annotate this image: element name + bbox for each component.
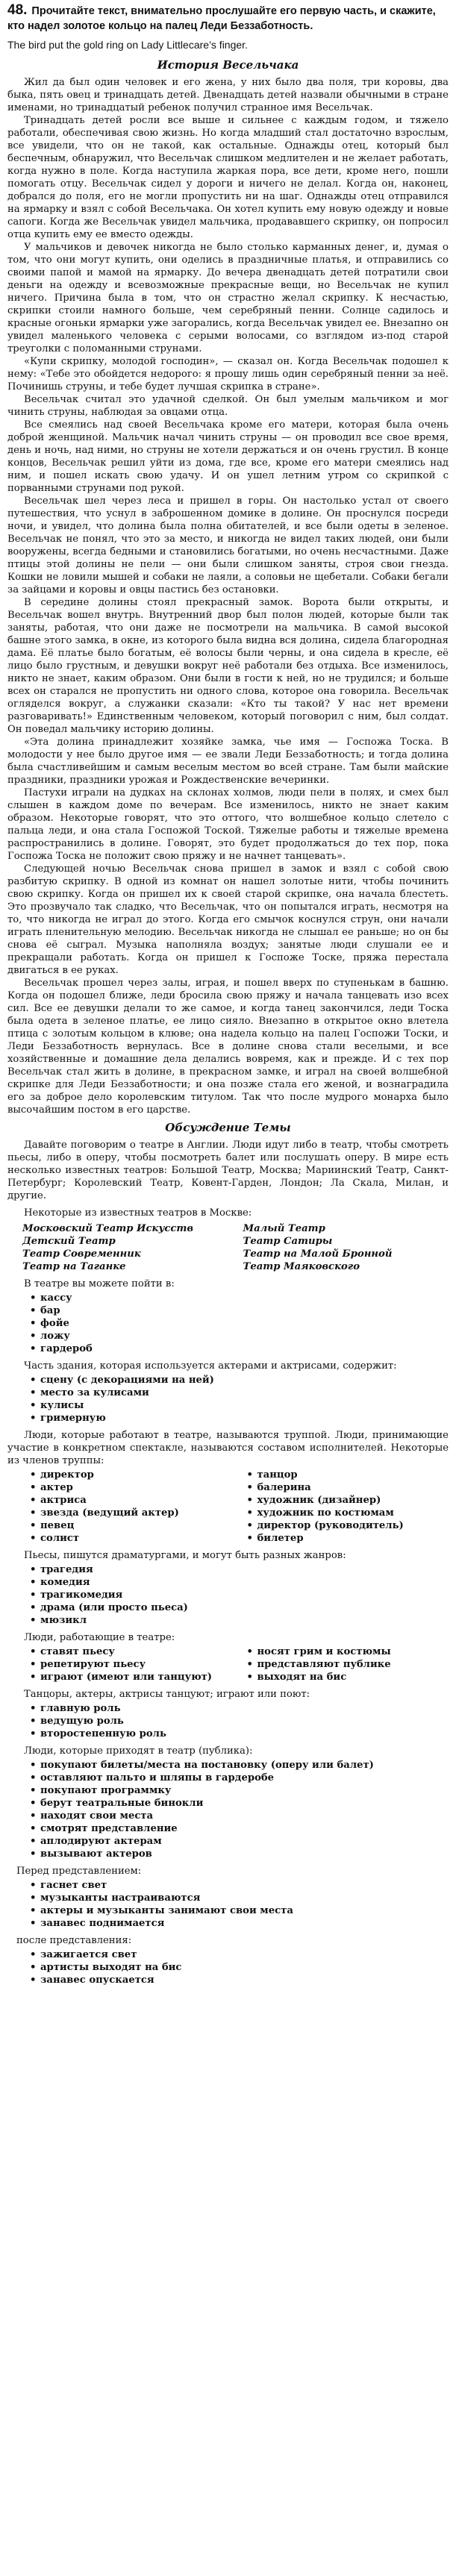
list-item: • ставят пьесу bbox=[30, 1646, 115, 1657]
moscow-theatre-list bbox=[22, 1222, 449, 1273]
exercise-number: 48. bbox=[7, 2, 28, 18]
story-paragraph: Весельчак считал это удачной сделкой. Он был умелым мальчиком и мог чинить струны, наблюдая за овцами отца. bbox=[7, 394, 449, 418]
list-item: • гримерную bbox=[30, 1413, 106, 1424]
list-item: • комедия bbox=[30, 1577, 90, 1588]
list-item: • занавес опускается bbox=[30, 1975, 154, 1986]
list-item: • второстепенную роль bbox=[30, 1728, 166, 1739]
discussion-title: Обсуждение Темы bbox=[165, 1121, 291, 1134]
list-item: • оставляют пальто и шляпы в гардеробе bbox=[30, 1772, 275, 1783]
list-item: • занавес поднимается bbox=[30, 1918, 165, 1929]
list-item: • артисты выходят на бис bbox=[30, 1962, 182, 1973]
list-item: • покупают программку bbox=[30, 1785, 172, 1796]
story-paragraph: У мальчиков и девочек никогда не было столько карманных денег, и, думая о том, что они могут купить, они оделись в праздничные платья, и отправились со своими папой и мамой на ярмарку. До вечера двенадцать детей потратили свои деньги на одежду и всевозможные прекрасные вещи, но Весельчак не купил ничего. Причина была в том, что он страстно желал скрипку. К несчастью, скрипки стоили намного больше, чем серебряный пенни. Солнце садилось и красные огоньки ярмарки уже загорались, когда Весельчак увидел ее. Внезапно он увидел маленького человека с серыми волосами, со взглядом из-под старой треуголки с поломанными струнами. bbox=[7, 242, 449, 354]
list-item: • художник по костюмам bbox=[246, 1507, 394, 1519]
bullet-icon: • bbox=[246, 1533, 253, 1544]
list-item: • драма (или просто пьеса) bbox=[30, 1602, 188, 1613]
bullet-icon: • bbox=[30, 1836, 37, 1847]
bullet-icon: • bbox=[30, 1305, 37, 1316]
list-item: • звезда (ведущий актер) bbox=[30, 1507, 179, 1519]
bullet-icon: • bbox=[30, 1880, 37, 1891]
list-item: • место за кулисами bbox=[30, 1387, 149, 1398]
list-item: • зажигается свет bbox=[30, 1949, 137, 1960]
dance-list bbox=[30, 1702, 449, 1740]
story-paragraph: Тринадцать детей росли все выше и сильнее с каждым годом, и тяжело работали, обеспечивая свою жизнь. Но когда младший стал достаточно взрослым, все увидели, что он не такой, как остальные. Однажды отец, который был беспечным, обнаружил, что Весельчак слишком медлителен и не желает работать, когда нужно в поле. Когда наступила жаркая пора, все дети, кроме него, пошли помогать отцу. Весельчак сидел у дороги и ничего не делал. Когда он, наконец, добрался до поля, его не могли пропустить ни на шаг. Однажды отец отправился на ярмарку и взял с собой Весельчака. Он хотел купить ему новую одежду и новые сапоги. Когда же Весельчак увидел мальчика, продававшего скрипку, он попросил отца купить ему ее вместо одежды. bbox=[7, 115, 449, 240]
story-paragraph: Следующей ночью Весельчак снова пришел в замок и взял с собой свою разбитую скрипку. В одной из комнат он нашел золотые нити, чтобы починить свою скрипку. Когда он пришел их к своей старой скрипке, она начала блестеть. Это прозвучало так сладко, что Весельчак, что он попытался играть, несмотря на то, что никогда не играл до этого. Когда его смычок коснулся струн, они начали играть пленительную мелодию. Весельчак никогда не слышал ее раньше; но он бы снова её сыграл. Музыка наполняла воздух; занятые люди слушали ее и прекращали работать. Когда он пришел к Госпоже Тоске, пряжа перестала двигаться в ее руках. bbox=[7, 863, 449, 976]
bullet-icon: • bbox=[246, 1495, 253, 1506]
work-lead: Люди, работающие в театре: bbox=[24, 1632, 175, 1643]
list-item: • актер bbox=[30, 1482, 73, 1493]
bullet-icon: • bbox=[30, 1798, 37, 1809]
dance-lead: Танцоры, актеры, актрисы танцуют; играют или поют: bbox=[24, 1689, 310, 1700]
list-item: • художник (дизайнер) bbox=[246, 1495, 381, 1506]
bullet-icon: • bbox=[30, 1533, 37, 1544]
bullet-icon: • bbox=[246, 1659, 253, 1670]
bullet-icon: • bbox=[246, 1469, 253, 1481]
list-item: • выходят на бис bbox=[246, 1672, 347, 1683]
theatre-name: Московский Театр Искусств bbox=[22, 1223, 194, 1234]
list-item: • гардероб bbox=[30, 1343, 93, 1354]
list-item: • ведущую роль bbox=[30, 1716, 124, 1727]
story-paragraph: Жил да был один человек и его жена, у них было два поля, три коровы, два быка, пять овец и тринадцать детей. Двенадцать детей назвали обычными в стране именами, но тринадцатый ребенок получил странное имя Весельчак. bbox=[7, 77, 449, 113]
list-item: • покупают билеты/места на постановку (оперу или балет) bbox=[30, 1760, 374, 1771]
list-item: • актеры и музыканты занимают свои места bbox=[30, 1905, 293, 1916]
bullet-icon: • bbox=[30, 1760, 37, 1771]
list-item: • бар bbox=[30, 1305, 60, 1316]
bullet-icon: • bbox=[30, 1331, 37, 1342]
bullet-icon: • bbox=[30, 1577, 37, 1588]
bullet-icon: • bbox=[30, 1848, 37, 1860]
bullet-icon: • bbox=[30, 1962, 37, 1973]
list-item: • мюзикл bbox=[30, 1615, 87, 1626]
bullet-icon: • bbox=[30, 1400, 37, 1411]
list-item: • ложу bbox=[30, 1331, 70, 1342]
theatre-name: Театр на Таганке bbox=[22, 1261, 126, 1272]
troupe-lead: Люди, которые работают в театре, называются труппой. Люди, принимающие участие в конкретном спектакле, называются составом исполнителей. Некоторые из членов труппы: bbox=[7, 1430, 449, 1466]
discussion-intro: Давайте поговорим о театре в Англии. Люди идут либо в театр, чтобы смотреть пьесы, либо в оперу, чтобы посмотреть балет или послушать оперу. В мире есть несколько известных театров: Большой Театр, Москва; Мариинский Театр, Санкт-Петербург; Королевский Театр, Ковент-Гарден, Лондон; Ла Скала, Милан, и другие. bbox=[7, 1139, 449, 1201]
bullet-icon: • bbox=[30, 1905, 37, 1916]
story-paragraph: Весельчак шел через леса и пришел в горы. Он настолько устал от своего путешествия, что уснул в заброшенном домике в долине. Он проснулся посреди ночи, и увидел, что долина была полна обитателей, и все были одеты в зеленое. Весельчак не понял, что это за место, и никогда не видел таких людей, они были вооружены, всегда бедными и становились богатыми, но очень несчастными. Даже птицы этой долины не пели — они были слишком заняты, строя свои гнезда. Кошки не ловили мышей и собаки не лаяли, а соловьи не щебетали. Собаки бегали за зайцами и коровы и овцы пастись без остановки. bbox=[7, 495, 449, 595]
plays-list bbox=[30, 1563, 449, 1627]
list-item: • танцор bbox=[246, 1469, 298, 1481]
list-item: • кассу bbox=[30, 1292, 72, 1304]
bullet-icon: • bbox=[30, 1703, 37, 1714]
bullet-icon: • bbox=[30, 1589, 37, 1601]
bullet-icon: • bbox=[30, 1387, 37, 1398]
bullet-icon: • bbox=[30, 1520, 37, 1531]
story-body bbox=[7, 76, 449, 1116]
work-list bbox=[30, 1645, 449, 1684]
list-item: • директор (руководитель) bbox=[246, 1520, 404, 1531]
bullet-icon: • bbox=[30, 1772, 37, 1783]
theatre-name: Малый Театр bbox=[243, 1223, 325, 1234]
list-item: • билетер bbox=[246, 1533, 304, 1544]
theatre-name: Детский Театр bbox=[22, 1236, 116, 1247]
bullet-icon: • bbox=[30, 1564, 37, 1575]
bullet-icon: • bbox=[30, 1413, 37, 1424]
list-item: • певец bbox=[30, 1520, 75, 1531]
theatre-name: Театр на Малой Бронной bbox=[243, 1248, 393, 1260]
bullet-icon: • bbox=[246, 1507, 253, 1519]
theatre-name: Театр Маяковского bbox=[243, 1261, 360, 1272]
before-lead: Перед представлением: bbox=[16, 1866, 142, 1877]
troupe-list bbox=[30, 1469, 449, 1545]
list-item: • находят свои места bbox=[30, 1810, 154, 1822]
bullet-icon: • bbox=[30, 1292, 37, 1304]
bullet-icon: • bbox=[30, 1892, 37, 1904]
list-item: • трагикомедия bbox=[30, 1589, 123, 1601]
story-paragraph: Все смеялись над своей Весельчака кроме его матери, которая была очень доброй женщиной. Мальчик начал чинить струны — он проводил все свое время, день и ночь, над ними, но струны не хотели держаться и он очень грустил. В конце концов, Весельчак решил уйти из дома, где все, кроме его матери смеялись над ним, и пошел искать свою удачу. И он ушел летним утром со скрипкой с порванными струнами под рукой. bbox=[7, 419, 449, 494]
list-item: • играют (имеют или танцуют) bbox=[30, 1672, 213, 1683]
bullet-icon: • bbox=[30, 1785, 37, 1796]
bullet-icon: • bbox=[30, 1975, 37, 1986]
parts-lead: Часть здания, которая используется актерами и актрисами, содержит: bbox=[24, 1360, 397, 1372]
exercise-instruction: Прочитайте текст, внимательно прослушайте его первую часть, и скажите, кто надел золотое кольцо на палец Леди Беззаботность. bbox=[7, 5, 436, 32]
story-paragraph: Весельчак прошел через залы, играя, и пошел вверх по ступенькам в башню. Когда он подошел ближе, леди бросила свою пряжу и начала танцевать изо всех сил. Все ее девушки делали то же самое, и когда танец закончился, леди Тоска была одета в зеленое платье, ее лицо сияло. Внезапно в открытое окно влетела птица с золотым кольцом в клюве; она надела кольцо на палец Госпожи Тоски, и Леди Беззаботность вернулась. Все в долине снова стали веселыми, и все хозяйственные и домашние дела делались вовремя, как и прежде. И с тех пор Весельчак стал жить в долине, в прекрасном замке, и играл на своей волшебной скрипке для Леди Беззаботности; и она позже стала его женой, и вознаградила его за доброе дело королевским титулом. Так что после мудрого монарха было высочайшим постом в его царстве. bbox=[7, 978, 449, 1116]
story-paragraph: Пастухи играли на дудках на склонах холмов, люди пели в полях, и смех был слышен в каждом доме по вечерам. Все изменилось, никто не знает каким образом. Некоторые говорят, что это оттого, что волшебное кольцо слетело с пальца леди, и она стала Госпожой Тоской. Тяжелые работы и тяжелые времена распространились в долине. Говорят, это будет продолжаться до тех пор, пока Госпожа Тоска не положит свою пряжу и не начнет танцевать». bbox=[7, 787, 449, 862]
list-item: • сцену (с декорациями на ней) bbox=[30, 1375, 214, 1386]
bullet-icon: • bbox=[30, 1495, 37, 1506]
list-item: • кулисы bbox=[30, 1400, 84, 1411]
bullet-icon: • bbox=[30, 1918, 37, 1929]
story-paragraph: «Купи скрипку, молодой господин», — сказал он. Когда Весельчак подошел к нему: «Тебе это обойдется недорого: я прошу лишь один серебряный пенни за неё. Починишь струны, и тебе будет лучшая скрипка в стране». bbox=[7, 356, 449, 393]
bullet-icon: • bbox=[246, 1646, 253, 1657]
bullet-icon: • bbox=[30, 1646, 37, 1657]
list-item: • фойе bbox=[30, 1318, 69, 1329]
list-item: • смотрят представление bbox=[30, 1823, 178, 1834]
list-item: • музыканты настраиваются bbox=[30, 1892, 201, 1904]
story-paragraph: «Эта долина принадлежит хозяйке замка, чье имя — Госпожа Тоска. В молодости у нее было другое имя — ее звали Леди Беззаботность; и тогда долина была счастливейшим и самым веселым местом во всей стране. Там были майские праздники, праздники урожая и Рождественские вечеринки. bbox=[7, 737, 449, 786]
bullet-icon: • bbox=[30, 1672, 37, 1683]
story-paragraph: В середине долины стоял прекрасный замок. Ворота были открыты, и Весельчак вошел внутрь. Внутренний двор был полон людей, которые были так заняты, работая, что они даже не посмотрели на мальчика. В самой высокой башне этого замка, в окне, из которого была видна вся долина, сидела благородная дама. Её платье было богатым, её волосы были черны, и она сидела в кресле, её лицо было грустным, и девушки вокруг неё работали без отдыха. Все изменилось, никто не знает, каким образом. Они были в гости к ней, но не трудился; и больше всех он старался не пропустить ни одного слова, которое она говорила. Весельчак огляделся вокруг, а служанки сказали: «Кто ты такой? У нас нет времени разговаривать!» Единственным человеком, который поговорил с ним, был солдат. Он поведал мальчику историю долины. bbox=[7, 597, 449, 735]
list-item: • балерина bbox=[246, 1482, 311, 1493]
list-item: • гаснет свет bbox=[30, 1880, 107, 1891]
list-item: • трагедия bbox=[30, 1564, 93, 1575]
list-item: • актриса bbox=[30, 1495, 87, 1506]
go-list bbox=[30, 1292, 449, 1355]
go-lead: В театре вы можете пойти в: bbox=[24, 1278, 175, 1289]
after-lead: после представления: bbox=[16, 1935, 132, 1946]
theatre-name: Театр Сатиры bbox=[243, 1236, 333, 1247]
moscow-lead: Некоторые из известных театров в Москве: bbox=[24, 1207, 252, 1219]
bullet-icon: • bbox=[30, 1810, 37, 1822]
bullet-icon: • bbox=[30, 1507, 37, 1519]
parts-list bbox=[30, 1374, 449, 1425]
bullet-icon: • bbox=[246, 1672, 253, 1683]
list-item: • главную роль bbox=[30, 1703, 121, 1714]
theatre-name: Театр Современник bbox=[22, 1248, 141, 1260]
list-item: • берут театральные бинокли bbox=[30, 1798, 204, 1809]
plays-lead: Пьесы, пишутся драматургами, и могут быть разных жанров: bbox=[24, 1550, 346, 1561]
bullet-icon: • bbox=[30, 1659, 37, 1670]
exercise-quote: The bird put the gold ring on Lady Littlecare’s finger. bbox=[7, 39, 248, 51]
exercise-header bbox=[7, 3, 449, 34]
bullet-icon: • bbox=[30, 1602, 37, 1613]
story-title: История Весельчака bbox=[157, 58, 299, 72]
bullet-icon: • bbox=[30, 1716, 37, 1727]
bullet-icon: • bbox=[30, 1482, 37, 1493]
bullet-icon: • bbox=[246, 1520, 253, 1531]
bullet-icon: • bbox=[30, 1469, 37, 1481]
list-item: • представляют публике bbox=[246, 1659, 391, 1670]
bullet-icon: • bbox=[30, 1728, 37, 1739]
bullet-icon: • bbox=[30, 1949, 37, 1960]
list-item: • солист bbox=[30, 1533, 80, 1544]
after-list bbox=[30, 1948, 449, 1986]
bullet-icon: • bbox=[30, 1318, 37, 1329]
list-item: • директор bbox=[30, 1469, 94, 1481]
bullet-icon: • bbox=[30, 1823, 37, 1834]
before-list bbox=[30, 1879, 449, 1930]
audience-lead: Люди, которые приходят в театр (публика): bbox=[24, 1745, 253, 1757]
audience-list bbox=[30, 1759, 449, 1860]
bullet-icon: • bbox=[246, 1482, 253, 1493]
list-item: • вызывают актеров bbox=[30, 1848, 152, 1860]
list-item: • аплодируют актерам bbox=[30, 1836, 162, 1847]
bullet-icon: • bbox=[30, 1375, 37, 1386]
bullet-icon: • bbox=[30, 1615, 37, 1626]
bullet-icon: • bbox=[30, 1343, 37, 1354]
list-item: • носят грим и костюмы bbox=[246, 1646, 391, 1657]
list-item: • репетируют пьесу bbox=[30, 1659, 146, 1670]
